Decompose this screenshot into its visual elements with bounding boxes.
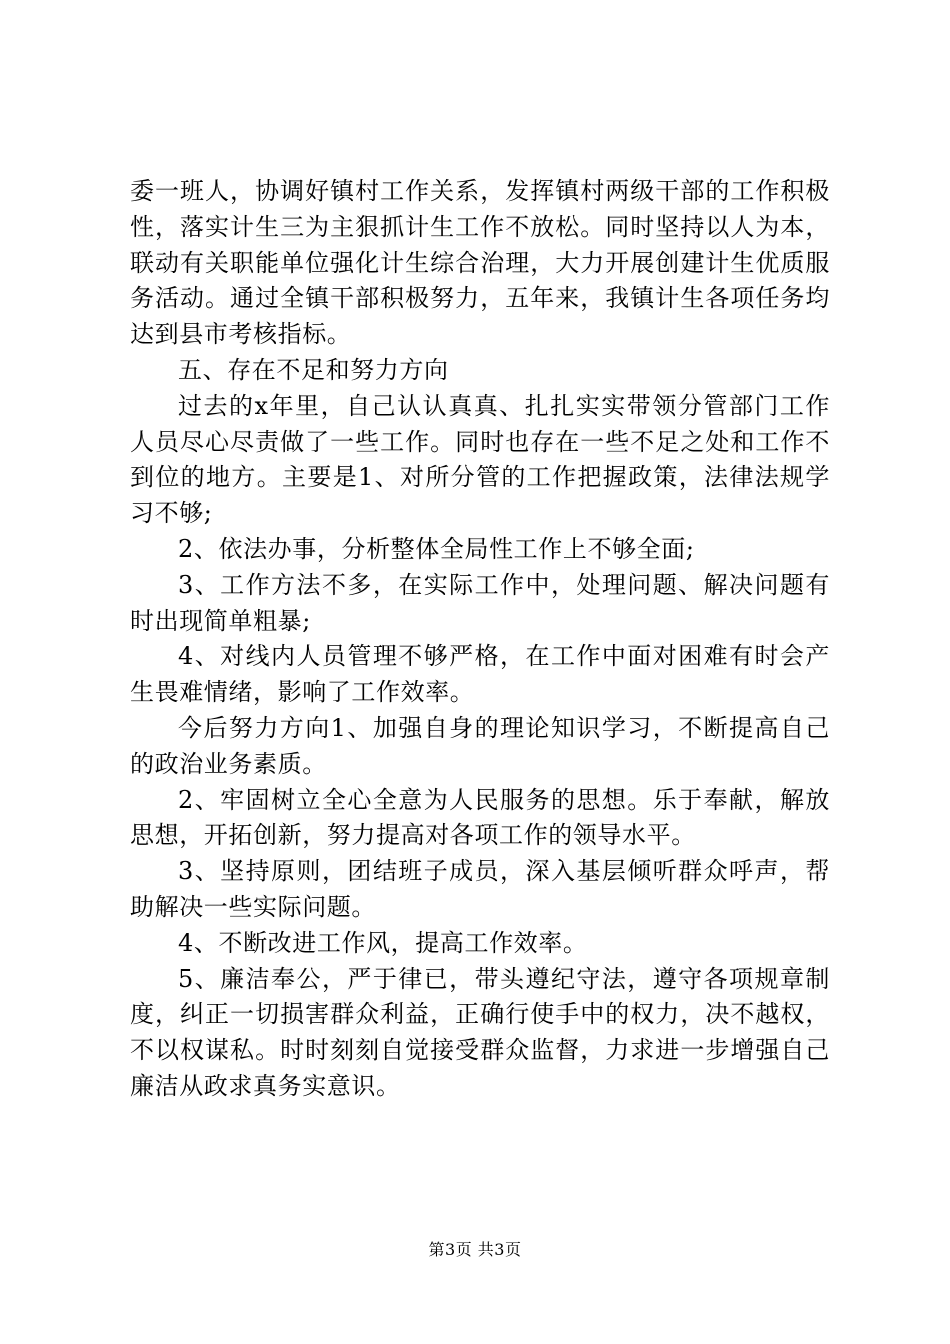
paragraph: 过去的x年里，自己认认真真、扎扎实实带领分管部门工作人员尽心尽责做了一些工作。同时也存在一些不足之处和工作不到位的地方。主要是1、对所分管的工作把握政策，法律法规学习不够;: [130, 391, 830, 528]
list-item: 5、廉洁奉公，严于律已，带头遵纪守法，遵守各项规章制度，纠正一切损害群众利益，正确行使手中的权力，决不越权，不以权谋私。时时刻刻自觉接受群众监督，力求进一步增强自己廉洁从政求真务实意识。: [130, 964, 830, 1100]
list-item: 3、坚持原则，团结班子成员，深入基层倾听群众呼声，帮助解决一些实际问题。: [130, 857, 830, 921]
list-item: 2、牢固树立全心全意为人民服务的思想。乐于奉献，解放思想，开拓创新，努力提高对各项工作的领导水平。: [130, 785, 830, 850]
page-footer: [0, 1240, 950, 1260]
list-item: 3、工作方法不多，在实际工作中，处理问题、解决问题有时出现简单粗暴;: [130, 570, 830, 635]
list-item: 4、对线内人员管理不够严格，在工作中面对困难有时会产生畏难情绪，影响了工作效率。: [130, 642, 830, 707]
paragraph: 今后努力方向1、加强自身的理论知识学习，不断提高自己的政治业务素质。: [130, 713, 830, 778]
paragraph-continuation: 委一班人，协调好镇村工作关系，发挥镇村两级干部的工作积极性，落实计生三为主狠抓计生工作不放松。同时坚持以人为本，联动有关职能单位强化计生综合治理，大力开展创建计生优质服务活动。通过全镇干部积极努力，五年来，我镇计生各项任务均达到县市考核指标。: [130, 177, 830, 349]
list-item: 2、依法办事，分析整体全局性工作上不够全面;: [178, 534, 695, 563]
section-heading: 五、存在不足和努力方向: [178, 355, 449, 384]
page-number: 第3页 共3页: [428, 1240, 522, 1259]
document-body: [130, 174, 830, 1105]
list-item: 4、不断改进工作风，提高工作效率。: [178, 928, 588, 957]
